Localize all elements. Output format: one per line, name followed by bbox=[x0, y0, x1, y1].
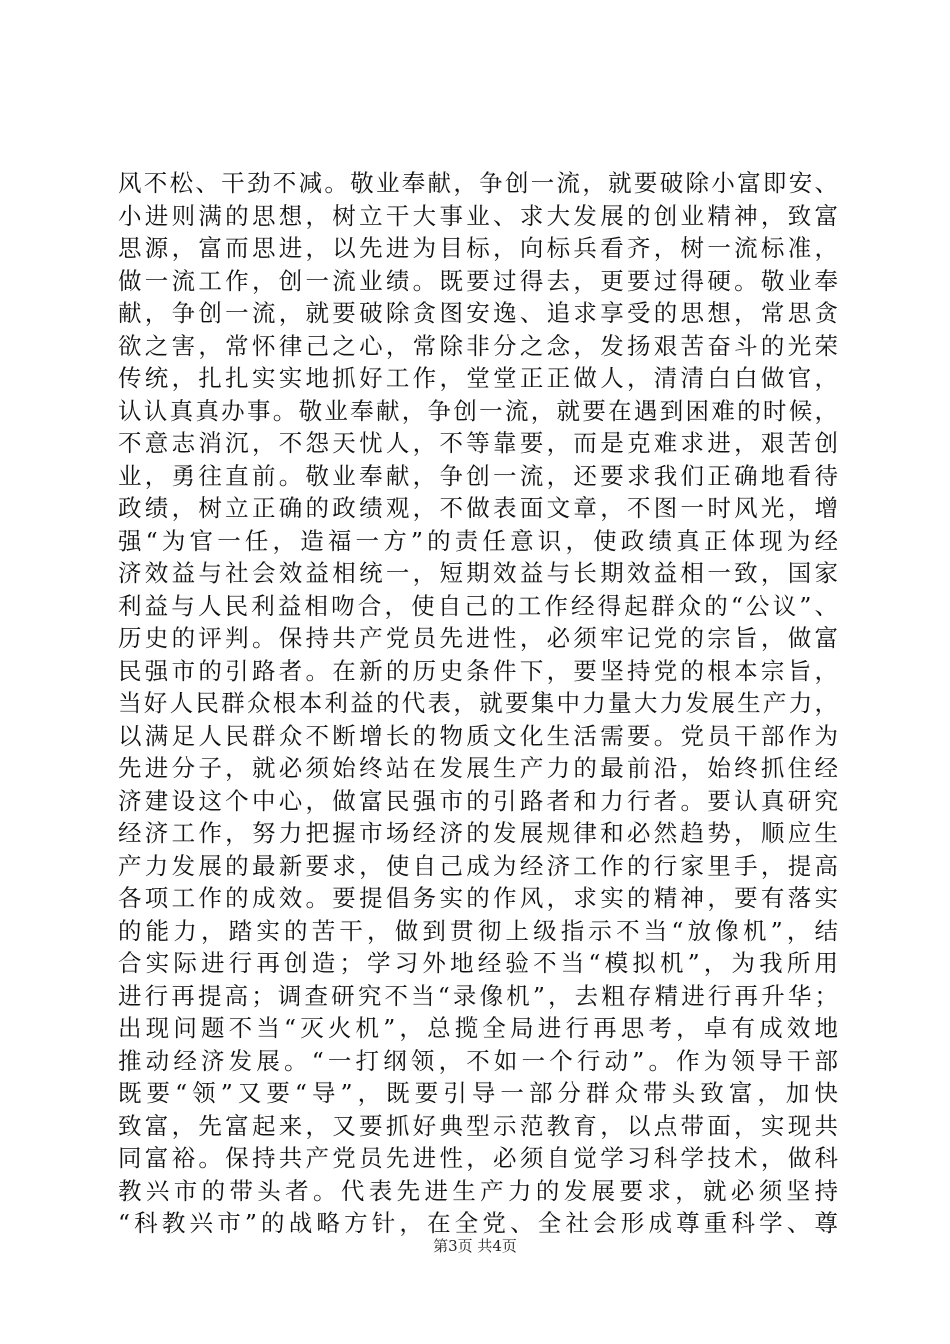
text-line: 教兴市的带头者。代表先进生产力的发展要求，就必须坚持 bbox=[118, 1176, 838, 1205]
text-line: 利益与人民利益相吻合，使自己的工作经得起群众的“公议”、 bbox=[118, 591, 838, 620]
text-line: 献，争创一流，就要破除贪图安逸、追求享受的思想，常思贪 bbox=[118, 299, 838, 327]
text-line: 做一流工作，创一流业绩。既要过得去，更要过得硬。敬业奉 bbox=[118, 266, 838, 295]
text-line: 风不松、干劲不减。敬业奉献，争创一流，就要破除小富即安、 bbox=[118, 169, 838, 197]
text-line: 小进则满的思想，树立干大事业、求大发展的创业精神，致富 bbox=[118, 201, 838, 230]
text-line: 先进分子，就必须始终站在发展生产力的最前沿，始终抓住经 bbox=[118, 754, 838, 782]
text-line: 政绩，树立正确的政绩观，不做表面文章，不图一时风光，增 bbox=[118, 494, 838, 522]
text-line: 当好人民群众根本利益的代表，就要集中力量大力发展生产力， bbox=[118, 689, 838, 717]
text-line: 同富裕。保持共产党员先进性，必须自觉学习科学技术，做科 bbox=[118, 1144, 838, 1172]
text-line: 欲之害，常怀律己之心，常除非分之念，发扬艰苦奋斗的光荣 bbox=[118, 331, 838, 360]
text-line: 历史的评判。保持共产党员先进性，必须牢记党的宗旨，做富 bbox=[118, 624, 838, 652]
text-line: 进行再提高；调查研究不当“录像机”，去粗存精进行再升华； bbox=[118, 981, 838, 1010]
text-line: 强“为官一任，造福一方”的责任意识，使政绩真正体现为经 bbox=[118, 526, 838, 555]
page-number-footer: 第3页 共4页 bbox=[433, 1237, 517, 1255]
text-line: 不意志消沉，不怨天忧人，不等靠要，而是克难求进，艰苦创 bbox=[118, 429, 838, 457]
text-line: 致富，先富起来，又要抓好典型示范教育，以点带面，实现共 bbox=[118, 1111, 838, 1140]
text-line: 既要“领”又要“导”，既要引导一部分群众带头致富，加快 bbox=[118, 1079, 838, 1107]
text-line: 经济工作，努力把握市场经济的发展规律和必然趋势，顺应生 bbox=[118, 819, 838, 847]
body-text bbox=[118, 167, 838, 1240]
text-line: 业，勇往直前。敬业奉献，争创一流，还要求我们正确地看待 bbox=[118, 461, 838, 490]
text-line: 的能力，踏实的苦干，做到贯彻上级指示不当“放像机”，结 bbox=[118, 916, 838, 945]
text-line: 推动经济发展。“一打纲领，不如一个行动”。作为领导干部 bbox=[118, 1046, 838, 1075]
text-line: 合实际进行再创造；学习外地经验不当“模拟机”，为我所用 bbox=[118, 949, 838, 977]
text-line: 认认真真办事。敬业奉献，争创一流，就要在遇到困难的时候， bbox=[118, 396, 838, 425]
text-line: 济建设这个中心，做富民强市的引路者和力行者。要认真研究 bbox=[118, 786, 838, 815]
text-line: 出现问题不当“灭火机”，总揽全局进行再思考，卓有成效地 bbox=[118, 1014, 838, 1042]
text-line: 传统，扎扎实实地抓好工作，堂堂正正做人，清清白白做官， bbox=[118, 364, 838, 392]
text-line: 产力发展的最新要求，使自己成为经济工作的行家里手，提高 bbox=[118, 851, 838, 880]
text-line: “科教兴市”的战略方针，在全党、全社会形成尊重科学、尊 bbox=[118, 1209, 838, 1237]
text-line: 济效益与社会效益相统一，短期效益与长期效益相一致，国家 bbox=[118, 559, 838, 587]
text-line: 以满足人民群众不断增长的物质文化生活需要。党员干部作为 bbox=[118, 721, 838, 750]
text-line: 思源，富而思进，以先进为目标，向标兵看齐，树一流标准， bbox=[118, 234, 838, 262]
text-line: 各项工作的成效。要提倡务实的作风，求实的精神，要有落实 bbox=[118, 884, 838, 912]
text-line: 民强市的引路者。在新的历史条件下，要坚持党的根本宗旨， bbox=[118, 656, 838, 685]
